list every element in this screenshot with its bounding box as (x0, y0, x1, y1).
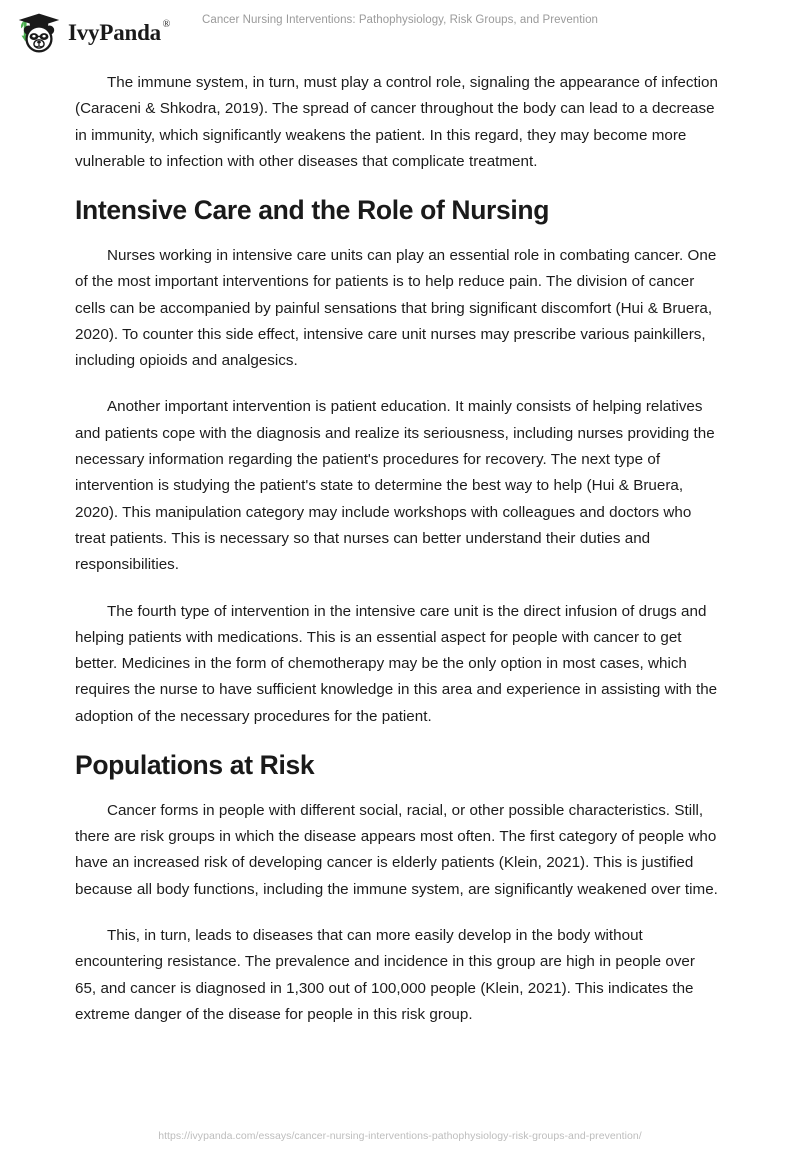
source-url-link[interactable]: https://ivypanda.com/essays/cancer-nursing-interventions-pathophysiology-risk-groups-and-prevention/ (158, 1130, 642, 1142)
brand-name-text: IvyPanda (68, 19, 161, 45)
section-heading-populations-at-risk: Populations at Risk (75, 750, 315, 781)
body-paragraph: Another important intervention is patient education. It mainly consists of helping relatives and patients cope with the diagnosis and realize its seriousness, including nurses providing the necessary information regarding the patient's procedures for recovery. The next type of intervention is studying the patient's state to determine the best way to help (Hui & Bruera, 2020). This manipulation category may include workshops with colleagues and doctors who treat patients. This is necessary so that nurses can better understand their duties and responsibilities. (75, 398, 715, 574)
page-title: Cancer Nursing Interventions: Pathophysiology, Risk Groups, and Prevention (202, 14, 598, 26)
page-header (0, 0, 800, 62)
body-paragraph: Cancer forms in people with different social, racial, or other possible characteristics. Still, there are risk groups in which the disease appears most often. The first category of people who have an increased risk of developing cancer is elderly patients (Klein, 2021). This is justified because all body functions, including the immune system, are significantly weakened over time. (75, 801, 718, 898)
document-content (75, 70, 720, 1048)
page-footer (0, 1126, 800, 1144)
body-paragraph: This, in turn, leads to diseases that can more easily develop in the body without encountering resistance. The prevalence and incidence in this group are high in people over 65, and cancer is diagnosed in 1,300 out of 100,000 people (Klein, 2021). This indicates the extreme danger of the disease for people in this risk group. (75, 927, 695, 1023)
body-paragraph: The immune system, in turn, must play a control role, signaling the appearance of infection (Caraceni & Shkodra, 2019). The spread of cancer throughout the body can lead to a decrease in immunity, which significantly weakens the patient. In this regard, they may become more vulnerable to infection with other diseases that complicate treatment. (75, 74, 718, 170)
section-heading-intensive-care: Intensive Care and the Role of Nursing (75, 195, 550, 226)
body-paragraph: Nurses working in intensive care units can play an essential role in combating cancer. One of the most important interventions for patients is to help reduce pain. The division of cancer cells can be accompanied by painful sensations that bring significant discomfort (Hui & Bruera, 2020). To counter this side effect, intensive care unit nurses may prescribe various painkillers, including opioids and analgesics. (75, 246, 717, 370)
body-paragraph: The fourth type of intervention in the intensive care unit is the direct infusion of drugs and helping patients with medications. This is an essential aspect for people with cancer to get better. Medicines in the form of chemotherapy may be the only option in most cases, which requires the nurse to have sufficient knowledge in this area and experience in assisting with the adoption of the necessary procedures for the patient. (75, 602, 718, 725)
registered-mark-icon: ® (162, 18, 170, 30)
